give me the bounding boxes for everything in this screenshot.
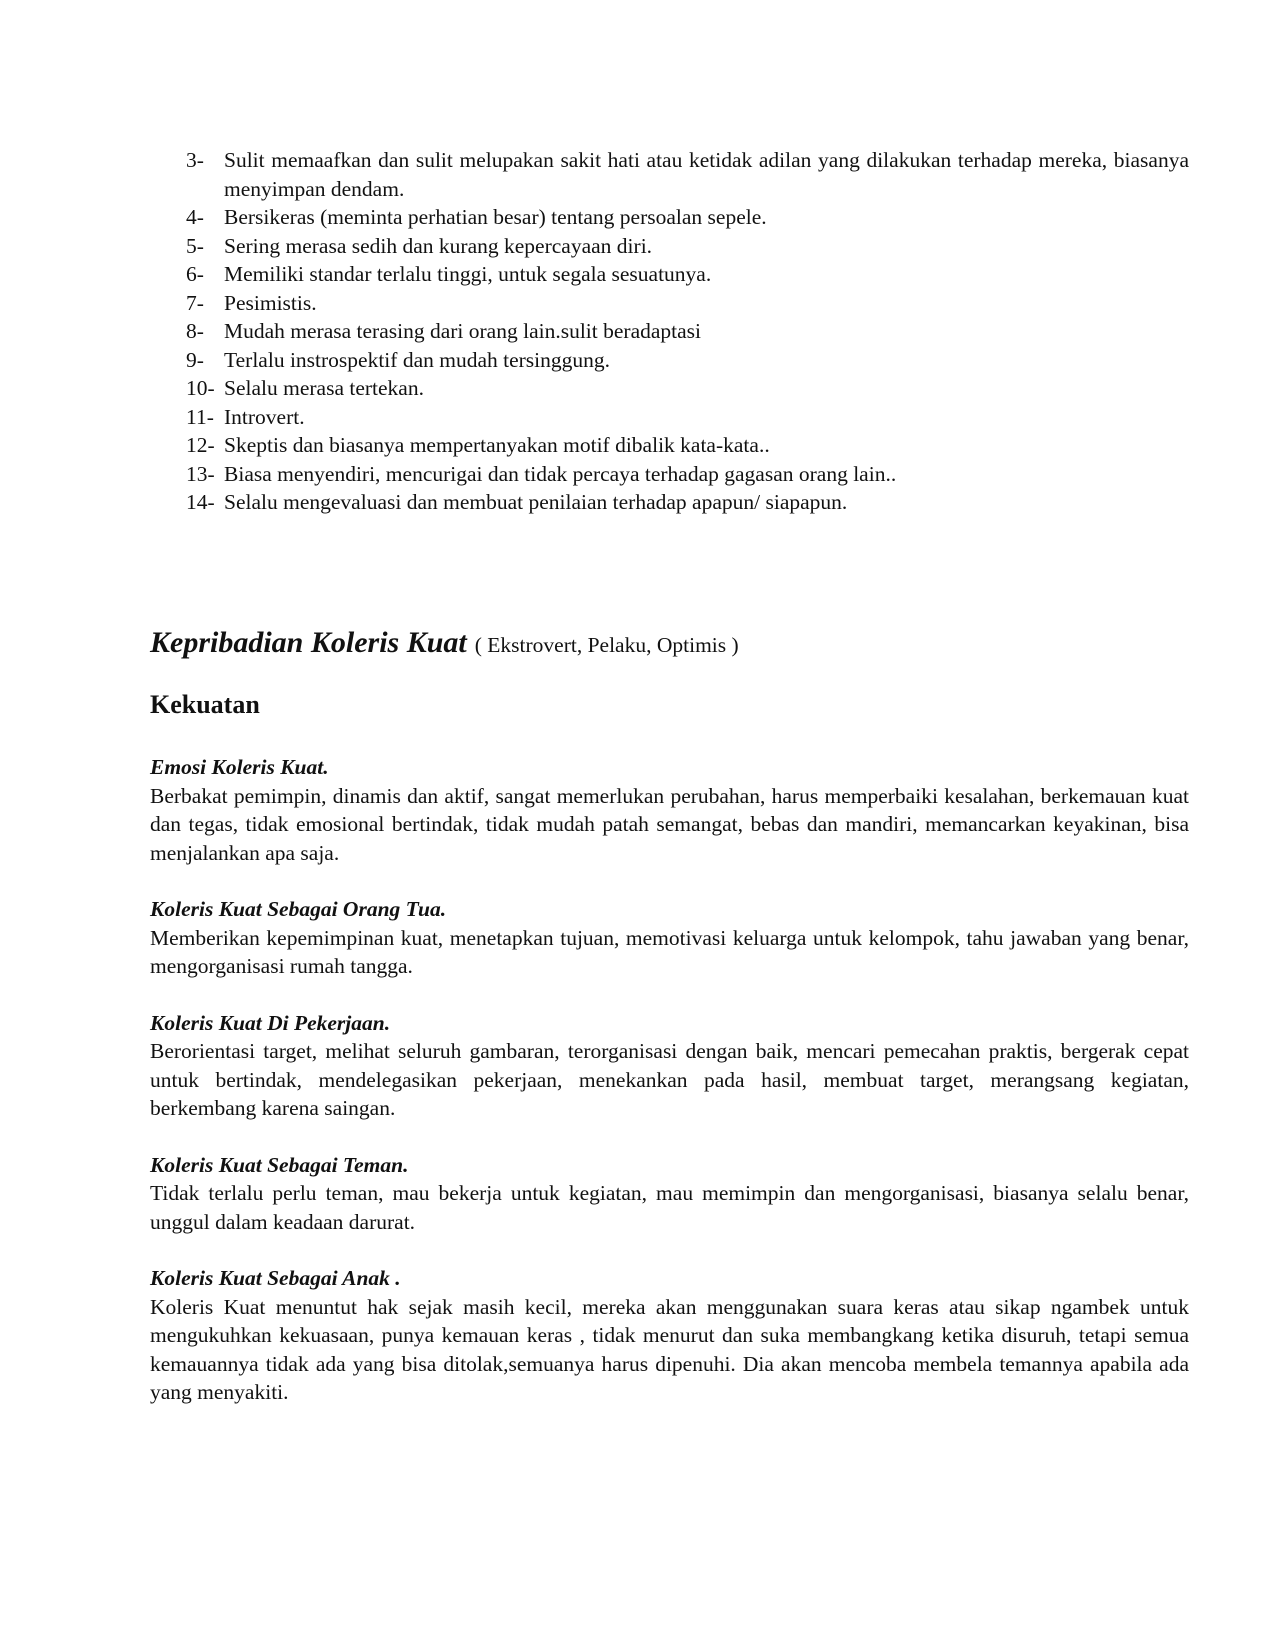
list-number: 14- — [186, 490, 215, 514]
block-text: Berorientasi target, melihat seluruh gambaran, terorganisasi dengan baik, mencari pemecahan praktis, bergerak cepat untuk bertindak, mendelegasikan pekerjaan, menekankan pada hasil, membuat target, merangsang kegiatan, berkembang karena saingan. — [150, 1039, 1189, 1120]
list-number: 12- — [186, 433, 215, 457]
list-number: 11- — [186, 404, 214, 429]
block-text: Koleris Kuat menuntut hak sejak masih kecil, mereka akan menggunakan suara keras atau sikap ngambek untuk mengukuhkan kekuasaan, punya kemauan keras , tidak menurut dan suka membangkang ketika disuruh, tetapi semua kemauannya tidak ada yang bisa ditolak,semuanya harus dipenuhi. Dia akan mencoba membela temannya apabila ada yang menyakiti. — [150, 1294, 1189, 1404]
list-text: Memiliki standar terlalu tinggi, untuk segala sesuatunya. — [224, 262, 712, 286]
list-number: 3- — [186, 148, 204, 172]
list-number: 7- — [186, 290, 204, 315]
list-text: Sulit memaafkan dan sulit melupakan sakit hati atau ketidak adilan yang dilakukan terhadap mereka, biasanya menyimpan dendam. — [224, 148, 1189, 201]
list-text: Terlalu instrospektif dan mudah tersinggung. — [224, 347, 611, 372]
block-title: Koleris Kuat Sebagai Teman. — [150, 1152, 409, 1177]
list-text: Biasa menyendiri, mencurigai dan tidak percaya terhadap gagasan orang lain.. — [224, 461, 897, 486]
list-number: 9- — [186, 347, 204, 372]
list-item — [186, 260, 1189, 289]
content-block — [150, 1009, 1189, 1123]
list-text: Mudah merasa terasing dari orang lain.sulit beradaptasi — [224, 319, 702, 343]
weakness-list — [186, 146, 1189, 517]
list-text: Sering merasa sedih dan kurang kepercayaan diri. — [224, 233, 653, 258]
list-text: Bersikeras (meminta perhatian besar) tentang persoalan sepele. — [224, 205, 767, 229]
block-title: Koleris Kuat Di Pekerjaan. — [150, 1010, 391, 1035]
list-item — [186, 374, 1189, 403]
list-item — [186, 232, 1189, 261]
list-item — [186, 146, 1189, 203]
content-block — [150, 895, 1189, 981]
list-item — [186, 431, 1189, 460]
list-number: 4- — [186, 205, 204, 229]
block-text: Memberikan kepemimpinan kuat, menetapkan tujuan, memotivasi keluarga untuk kelompok, tahu jawaban yang benar, mengorganisasi rumah tangga. — [150, 925, 1189, 978]
block-title: Emosi Koleris Kuat. — [150, 755, 329, 779]
list-number: 5- — [186, 233, 204, 258]
list-text: Selalu mengevaluasi dan membuat penilaian terhadap apapun/ siapapun. — [224, 490, 848, 514]
list-item — [186, 203, 1189, 232]
content-block — [150, 753, 1189, 867]
list-text: Introvert. — [224, 404, 305, 429]
list-number: 10- — [186, 376, 215, 400]
list-item — [186, 289, 1189, 318]
list-item — [186, 403, 1189, 432]
content-block — [150, 1264, 1189, 1407]
main-heading-title: Kepribadian Koleris Kuat — [150, 625, 467, 659]
main-heading-subtitle: ( Ekstrovert, Pelaku, Optimis ) — [474, 632, 739, 657]
block-title: Koleris Kuat Sebagai Orang Tua. — [150, 897, 447, 921]
list-text: Skeptis dan biasanya mempertanyakan motif dibalik kata-kata.. — [224, 433, 770, 457]
list-number: 8- — [186, 319, 204, 343]
section-title: Kekuatan — [150, 690, 260, 719]
block-text: Tidak terlalu perlu teman, mau bekerja untuk kegiatan, mau memimpin dan mengorganisasi, biasanya selalu benar, unggul dalam keadaan darurat. — [150, 1181, 1189, 1234]
list-item — [186, 346, 1189, 375]
block-text: Berbakat pemimpin, dinamis dan aktif, sangat memerlukan perubahan, harus memperbaiki kesalahan, berkemauan kuat dan tegas, tidak emosional bertindak, tidak mudah patah semangat, bebas dan mandiri, memancarkan keyakinan, bisa menjalankan apa saja. — [150, 783, 1189, 865]
main-heading — [150, 625, 1189, 660]
list-text: Pesimistis. — [224, 290, 317, 315]
list-item — [186, 317, 1189, 346]
list-number: 13- — [186, 461, 215, 486]
content-block — [150, 1151, 1189, 1237]
list-number: 6- — [186, 262, 204, 286]
block-title: Koleris Kuat Sebagai Anak . — [150, 1266, 401, 1290]
list-item — [186, 460, 1189, 489]
list-text: Selalu merasa tertekan. — [224, 376, 424, 400]
list-item — [186, 488, 1189, 517]
